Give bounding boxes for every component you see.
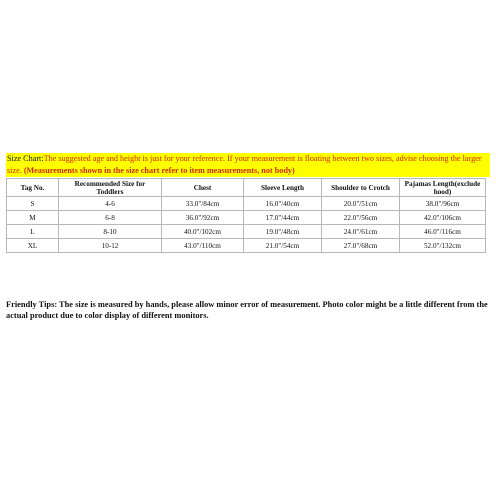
cell-sleeve: 19.0"/48cm (244, 225, 322, 239)
cell-age: 10-12 (59, 239, 162, 253)
cell-pajamas-length: 52.0"/132cm (400, 239, 486, 253)
table-header-row (7, 179, 486, 197)
cell-shoulder-crotch: 20.0"/51cm (322, 197, 400, 211)
header-sleeve-length: Sleeve Length (244, 179, 322, 197)
cell-chest: 43.0"/110cm (162, 239, 244, 253)
cell-age: 4-6 (59, 197, 162, 211)
table-row (7, 197, 486, 211)
header-chest: Chest (162, 179, 244, 197)
cell-chest: 33.0"/84cm (162, 197, 244, 211)
friendly-tips: Friendly Tips: The size is measured by hands, please allow minor error of measurement. Photo color might be a little different from the actual product due to color display of different monitors. (6, 300, 488, 320)
cell-sleeve: 16.0"/40cm (244, 197, 322, 211)
cell-tag: XL (7, 239, 59, 253)
cell-tag: M (7, 211, 59, 225)
cell-pajamas-length: 46.0"/116cm (400, 225, 486, 239)
cell-sleeve: 17.0"/44cm (244, 211, 322, 225)
cell-age: 6-8 (59, 211, 162, 225)
size-table (6, 178, 486, 253)
header-pajamas-length: Pajamas Length(exclude hood) (400, 179, 486, 197)
size-chart-banner (6, 153, 490, 177)
header-tag-no: Tag No. (7, 179, 59, 197)
measurement-note: (Measurements shown in the size chart refer to item measurements, not body) (23, 166, 295, 175)
cell-shoulder-crotch: 27.0"/68cm (322, 239, 400, 253)
cell-sleeve: 21.0"/54cm (244, 239, 322, 253)
cell-chest: 36.0"/92cm (162, 211, 244, 225)
table-row (7, 211, 486, 225)
table-row (7, 239, 486, 253)
cell-pajamas-length: 42.0"/106cm (400, 211, 486, 225)
cell-chest: 40.0"/102cm (162, 225, 244, 239)
header-recommended-size: Recommended Size for Toddlers (59, 179, 162, 197)
cell-pajamas-length: 38.0"/96cm (400, 197, 486, 211)
table-row (7, 225, 486, 239)
size-chart-label: Size Chart: (7, 154, 44, 163)
header-shoulder-to-crotch: Shoulder to Crotch (322, 179, 400, 197)
cell-age: 8-10 (59, 225, 162, 239)
cell-shoulder-crotch: 22.0"/56cm (322, 211, 400, 225)
cell-shoulder-crotch: 24.0"/61cm (322, 225, 400, 239)
cell-tag: S (7, 197, 59, 211)
cell-tag: L (7, 225, 59, 239)
size-suggestion-text: The suggested age and height is just for your reference. If your measurement is floating between two sizes, advise choosing the larger size. (7, 154, 482, 175)
